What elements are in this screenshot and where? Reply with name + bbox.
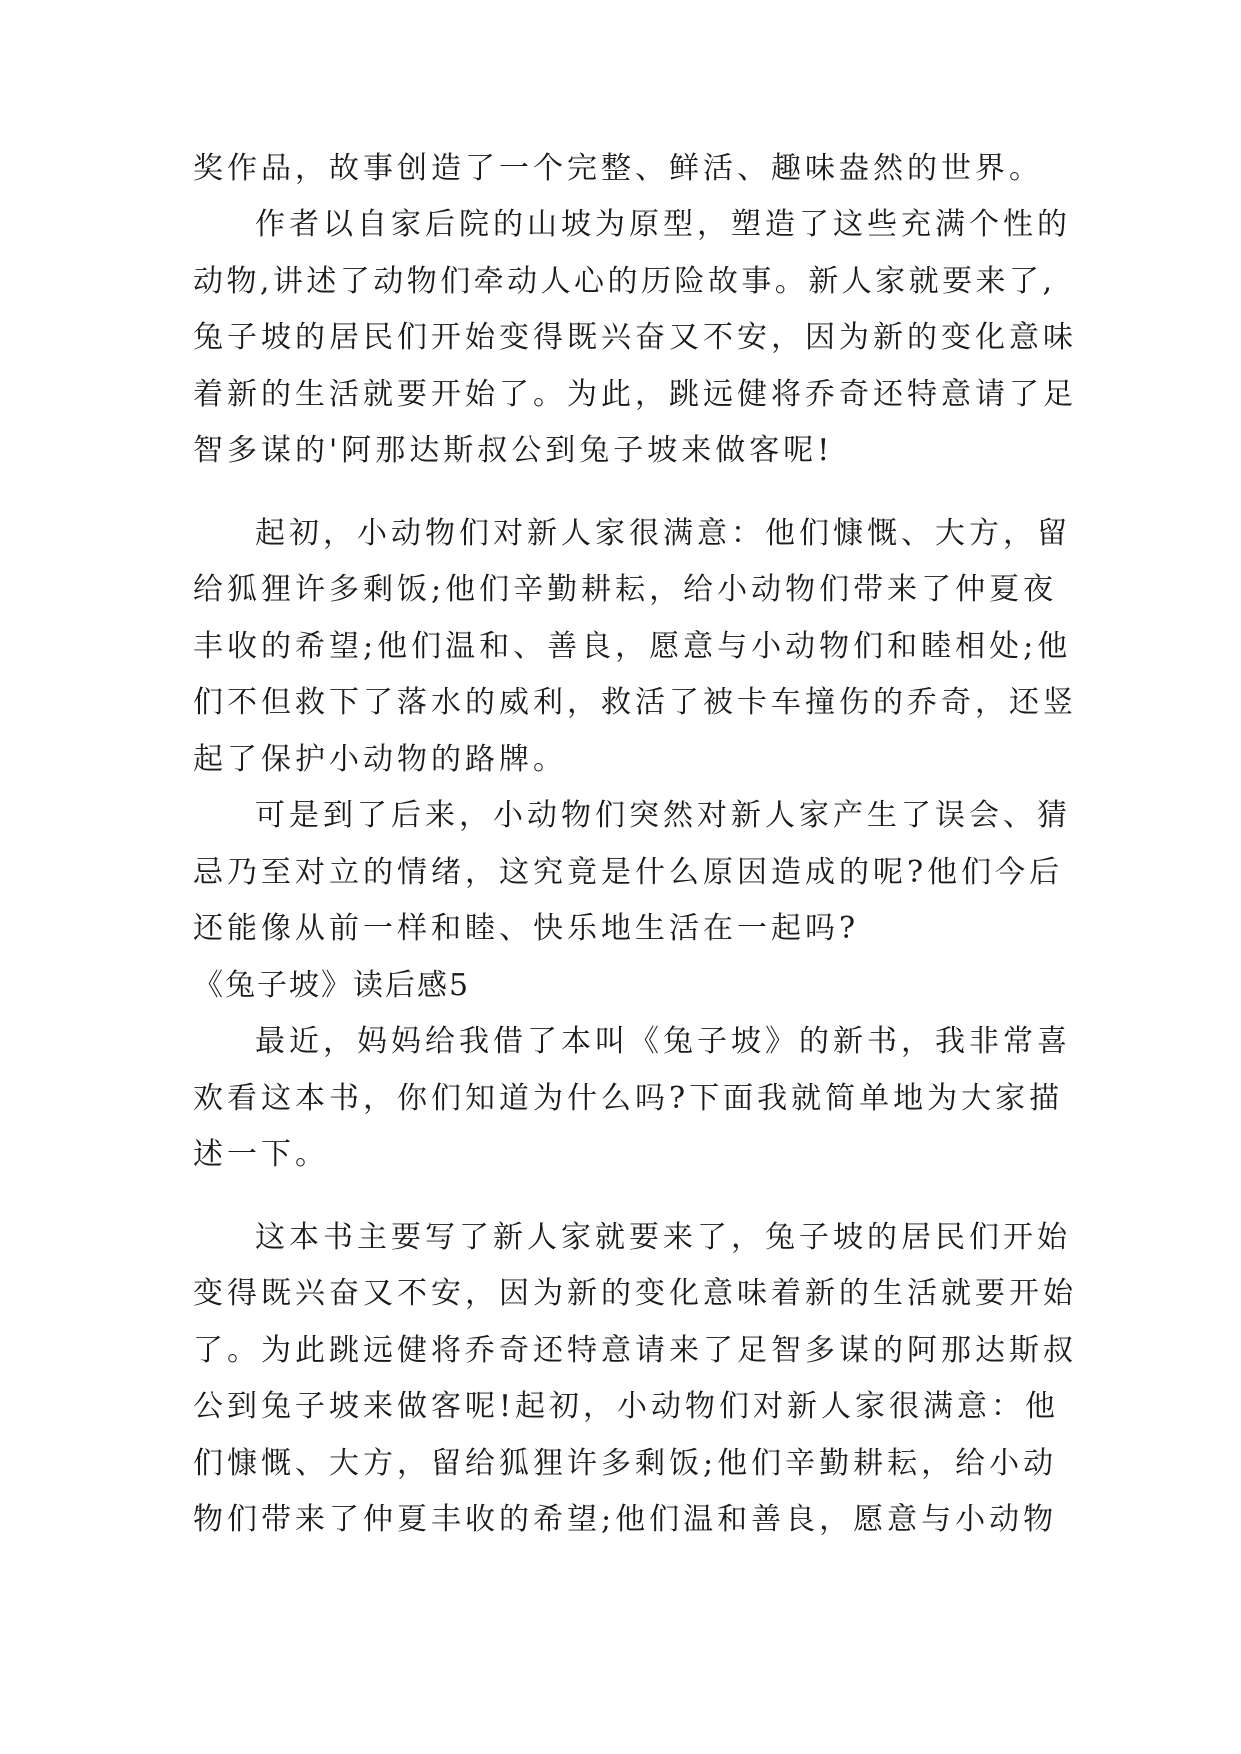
- text-line: 变得既兴奋又不安，因为新的变化意味着新的生活就要开始: [193, 1276, 1077, 1311]
- text-line: 兔子坡的居民们开始变得既兴奋又不安，因为新的变化意味: [193, 320, 1077, 355]
- text-line: 忌乃至对立的情绪，这究竟是什么原因造成的呢?他们今后: [193, 855, 1064, 890]
- text-line: 们不但救下了落水的威利，救活了被卡车撞伤的乔奇，还竖: [193, 685, 1077, 720]
- text-line: 智多谋的'阿那达斯叔公到兔子坡来做客呢!: [193, 433, 834, 468]
- text-line: 丰收的希望;他们温和、善良，愿意与小动物们和睦相处;他: [193, 629, 1072, 664]
- text-line: 物们带来了仲夏丰收的希望;他们温和善良，愿意与小动物: [193, 1502, 1058, 1537]
- text-line: 作者以自家后院的山坡为原型，塑造了这些充满个性的: [255, 207, 1071, 242]
- text-line: 起初，小动物们对新人家很满意：他们慷慨、大方，留: [255, 516, 1071, 551]
- text-line: 述一下。: [193, 1137, 329, 1172]
- text-line: 可是到了后来，小动物们突然对新人家产生了误会、猜: [255, 798, 1071, 833]
- text-line: 着新的生活就要开始了。为此，跳远健将乔奇还特意请了足: [193, 377, 1077, 412]
- text-line: 给狐狸许多剩饭;他们辛勤耕耘，给小动物们带来了仲夏夜: [193, 572, 1058, 607]
- text-line: 们慷慨、大方，留给狐狸许多剩饭;他们辛勤耕耘，给小动: [193, 1446, 1058, 1481]
- text-line: 了。为此跳远健将乔奇还特意请来了足智多谋的阿那达斯叔: [193, 1333, 1077, 1368]
- text-line: 起了保护小动物的路牌。: [193, 742, 567, 777]
- text-line: 公到兔子坡来做客呢!起初，小动物们对新人家很满意：他: [193, 1389, 1060, 1424]
- text-line: 奖作品，故事创造了一个完整、鲜活、趣味盎然的世界。: [193, 151, 1043, 186]
- text-line: 动物,讲述了动物们牵动人心的历险故事。新人家就要来了,: [193, 264, 1053, 299]
- text-line: 欢看这本书，你们知道为什么吗?下面我就简单地为大家描: [193, 1081, 1064, 1116]
- text-line: 最近，妈妈给我借了本叫《兔子坡》的新书，我非常喜: [255, 1024, 1071, 1059]
- section-heading: 《兔子坡》读后感5: [193, 968, 471, 1003]
- text-line: 还能像从前一样和睦、快乐地生活在一起吗?: [193, 911, 860, 946]
- text-line: 这本书主要写了新人家就要来了，兔子坡的居民们开始: [255, 1220, 1071, 1255]
